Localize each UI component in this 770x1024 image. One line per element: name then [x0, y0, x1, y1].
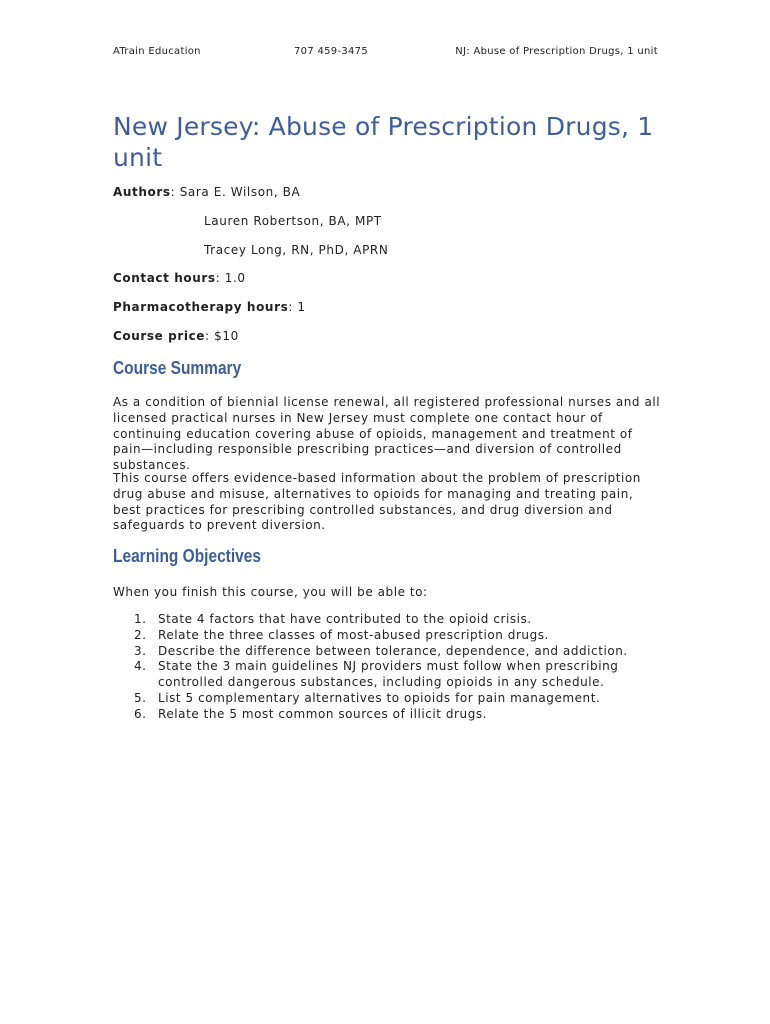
running-header [113, 46, 658, 62]
header-phone: 707 459-3475 [294, 46, 369, 57]
learning-objectives-list [113, 612, 661, 723]
list-item-text: State 4 factors that have contributed to the opioid crisis. [158, 612, 532, 626]
list-item [113, 691, 661, 707]
course-price-label: Course price [113, 329, 206, 343]
learning-objectives-heading: Learning Objectives [113, 546, 261, 566]
list-item [113, 644, 661, 660]
learning-objectives-intro: When you finish this course, you will be able to: [113, 585, 428, 599]
course-summary-paragraph: As a condition of biennial license renewal, all registered professional nurses and all licensed practical nurses in New Jersey must complete one contact hour of continuing education covering abuse of opioids, management and treatment of pain—including responsible prescribing practices—and diversion of controlled substances. [113, 395, 661, 473]
list-item-number: 4. [134, 659, 147, 674]
list-item-number: 5. [134, 690, 147, 705]
authors-line: Authors: Sara E. Wilson, BA [113, 185, 301, 199]
list-item-number: 2. [134, 627, 147, 642]
contact-hours-label: Contact hours [113, 271, 216, 285]
course-summary-heading: Course Summary [113, 358, 242, 378]
course-summary-paragraph: This course offers evidence-based information about the problem of prescription drug abuse and misuse, alternatives to opioids for managing and treating pain, best practices for prescribing controlled substances, and drug diversion and safeguards to prevent diversion. [113, 471, 641, 533]
header-course-reference: NJ: Abuse of Prescription Drugs, 1 unit [455, 46, 658, 57]
list-item-number: 3. [134, 643, 147, 658]
author-name: Lauren Robertson, BA, MPT [204, 214, 382, 228]
list-item-text: Relate the three classes of most-abused prescription drugs. [158, 627, 549, 642]
list-item-text: State the 3 main guidelines NJ providers must follow when prescribing controlled dangerous substances, including opioids in any schedule. [158, 659, 619, 690]
contact-hours-value: 1.0 [224, 271, 246, 285]
authors-label: Authors [113, 185, 171, 199]
author-name: Sara E. Wilson, BA [179, 185, 301, 199]
list-item [113, 628, 661, 644]
list-item-text: List 5 complementary alternatives to opioids for pain management. [158, 690, 601, 705]
list-item [113, 707, 661, 723]
document-title: New Jersey: Abuse of Prescription Drugs, 1 unit [113, 112, 654, 172]
contact-hours-line: Contact hours: 1.0 [113, 271, 246, 285]
course-price-value: $10 [214, 329, 239, 343]
course-price-line: Course price: $10 [113, 329, 239, 343]
pharmacotherapy-hours-value: 1 [297, 300, 306, 314]
pharmacotherapy-hours-line: Pharmacotherapy hours: 1 [113, 300, 306, 314]
list-item [113, 659, 661, 691]
author-name: Tracey Long, RN, PhD, APRN [204, 243, 389, 257]
list-item-number: 1. [134, 612, 147, 626]
list-item-text: Relate the 5 most common sources of illicit drugs. [158, 706, 488, 721]
list-item-number: 6. [134, 706, 147, 721]
header-organization: ATrain Education [113, 46, 201, 57]
list-item-text: Describe the difference between tolerance, dependence, and addiction. [158, 643, 628, 658]
pharmacotherapy-hours-label: Pharmacotherapy hours [113, 300, 289, 314]
list-item [113, 612, 661, 628]
